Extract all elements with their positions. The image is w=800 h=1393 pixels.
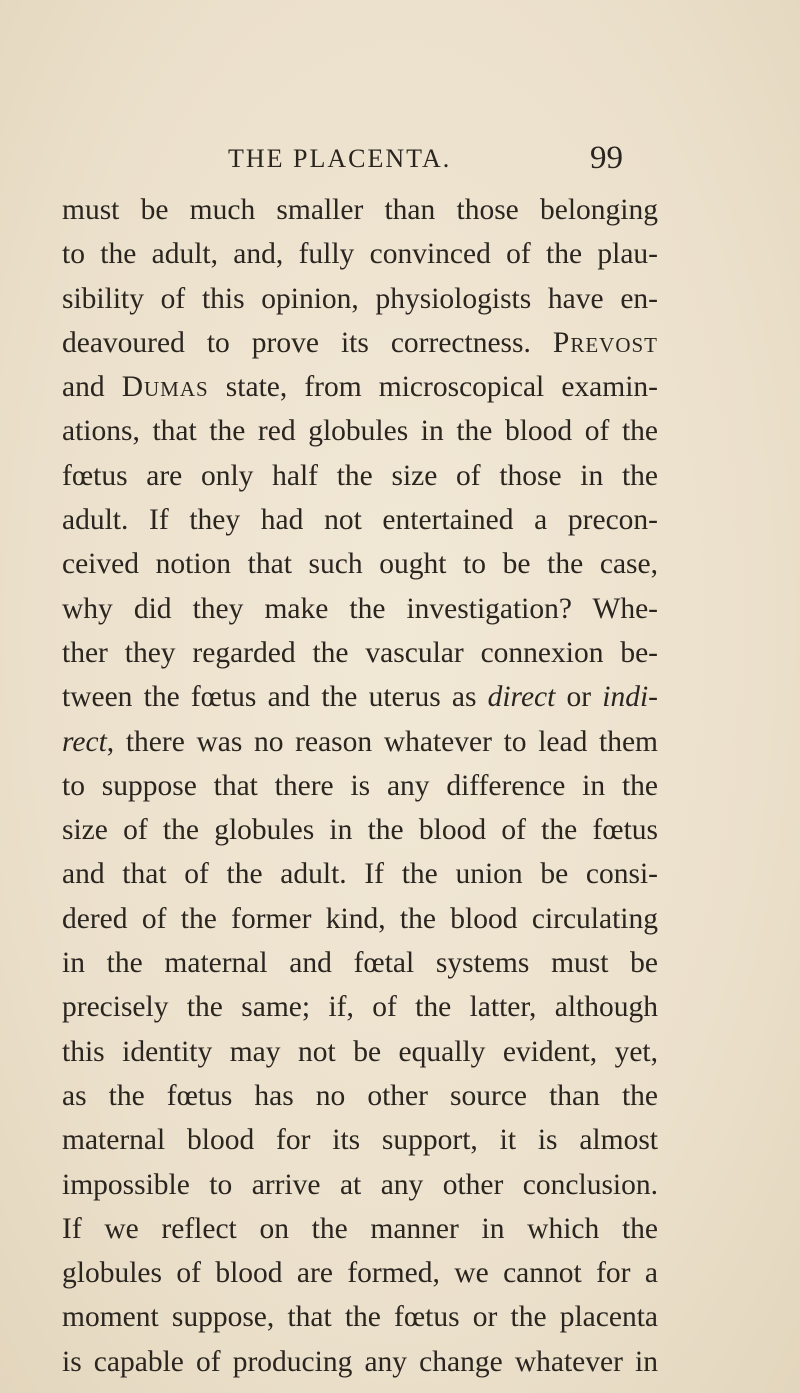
text-line (62, 321, 658, 365)
text-run: ther they regarded the vascular connexion be- (62, 636, 658, 669)
text-line (62, 1030, 658, 1074)
text-run: size of the globules in the blood of the fœtus (62, 814, 658, 847)
text-line (62, 1251, 658, 1295)
text-run: dered of the former kind, the blood circulating (62, 902, 658, 935)
text-run: state, from microscopical examin- (208, 371, 658, 404)
text-line (62, 188, 658, 232)
text-run: maternal blood for its support, it is almost (62, 1124, 658, 1157)
text-line (62, 985, 658, 1029)
text-line (62, 720, 658, 764)
text-line (62, 498, 658, 542)
text-line (62, 764, 658, 808)
text-run: in the maternal and fœtal systems must be (62, 947, 658, 980)
text-line (62, 1340, 658, 1384)
running-title: THE PLACENTA. (228, 144, 452, 173)
text-run: impossible to arrive at any other conclusion. (62, 1168, 658, 1201)
text-line (62, 587, 658, 631)
emphasis: direct (487, 681, 556, 714)
body-text (62, 188, 658, 1384)
text-line (62, 542, 658, 586)
text-line (62, 277, 658, 321)
text-line (62, 409, 658, 453)
text-line (62, 1295, 658, 1339)
emphasis: indi- (602, 681, 658, 714)
text-run: to the adult, and, fully convinced of the plau- (62, 238, 658, 271)
text-run: as the fœtus has no other source than the (62, 1079, 658, 1112)
text-line (62, 232, 658, 276)
text-line (62, 1118, 658, 1162)
proper-name: Dumas (121, 371, 209, 404)
text-line (62, 941, 658, 985)
text-run: why did they make the investigation? Whe- (62, 592, 658, 625)
text-run: ations, that the red globules in the blood of the (62, 415, 658, 448)
text-run: moment suppose, that the fœtus or the placenta (62, 1301, 658, 1334)
text-line (62, 1163, 658, 1207)
text-run: and that of the adult. If the union be consi- (62, 858, 658, 891)
proper-name: Prevost (552, 326, 658, 359)
text-run: adult. If they had not entertained a precon- (62, 504, 658, 537)
text-run: fœtus are only half the size of those in the (62, 459, 658, 492)
text-line (62, 631, 658, 675)
text-run: , there was no reason whatever to lead them (106, 725, 658, 758)
text-run: is capable of producing any change whatever in (62, 1345, 658, 1378)
text-line (62, 365, 658, 409)
text-run: ceived notion that such ought to be the case, (62, 548, 658, 581)
text-run: sibility of this opinion, physiologists have en- (62, 282, 658, 315)
text-run: and (62, 371, 122, 404)
running-head (0, 140, 800, 180)
text-run: precisely the same; if, of the latter, although (62, 991, 658, 1024)
text-line (62, 454, 658, 498)
text-run: tween the fœtus and the uterus as (62, 681, 488, 714)
text-line (62, 675, 658, 719)
text-run: or (555, 681, 603, 714)
text-line (62, 852, 658, 896)
text-run: If we reflect on the manner in which the (62, 1212, 658, 1245)
emphasis: rect (62, 725, 107, 758)
text-line (62, 1207, 658, 1251)
text-run: globules of blood are formed, we cannot for a (62, 1257, 658, 1290)
text-line (62, 1074, 658, 1118)
text-run: to suppose that there is any difference in the (62, 769, 658, 802)
text-line (62, 897, 658, 941)
text-run: this identity may not be equally evident, yet, (62, 1035, 658, 1068)
text-line (62, 808, 658, 852)
page-number: 99 (590, 140, 623, 176)
text-run: deavoured to prove its correctness. (62, 326, 553, 359)
text-run: must be much smaller than those belonging (62, 194, 658, 226)
